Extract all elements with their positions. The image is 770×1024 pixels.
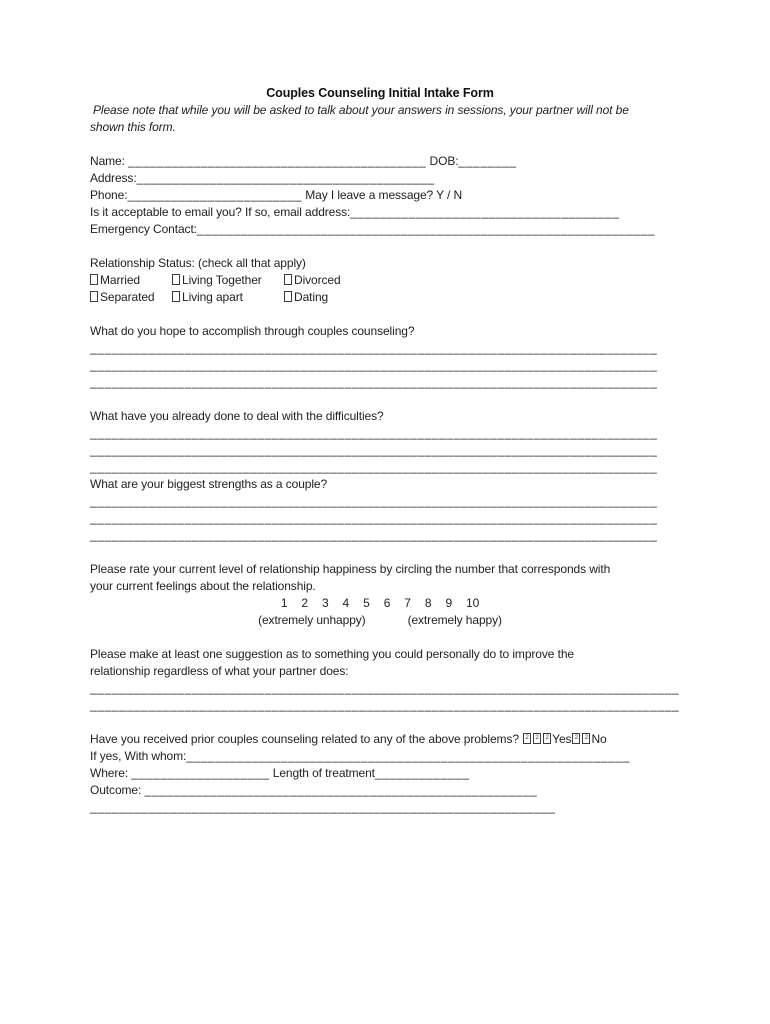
- answer-blank-line[interactable]: ______________________________________________________________________________: [90, 341, 658, 355]
- checkbox-glyph-icon: [172, 291, 180, 302]
- missing-glyph-checkbox-icon: 2: [523, 733, 531, 744]
- rating-number-3[interactable]: 3: [321, 596, 329, 610]
- checkbox-option-divorced[interactable]: [284, 272, 341, 289]
- treatment-length-label: Length of treatment: [269, 766, 375, 780]
- with-whom-label: If yes, With whom:: [90, 749, 187, 763]
- rating-number-7[interactable]: 7: [404, 596, 411, 610]
- question-already-done: What have you already done to deal with the difficulties?: [90, 409, 384, 423]
- phone-row: [90, 187, 670, 204]
- no-label: No: [591, 732, 607, 746]
- answer-blank-line[interactable]: ______________________________________________________________________________: [90, 528, 658, 542]
- where-label: Where:: [90, 766, 132, 780]
- rating-prompt-line-2: your current feelings about the relationship.: [90, 579, 316, 593]
- checkbox-option-living-apart[interactable]: [172, 289, 284, 306]
- rating-number-1[interactable]: 1: [280, 596, 288, 610]
- dob-label: DOB:: [426, 154, 459, 168]
- answer-blank-line[interactable]: ______________________________________________________________________________: [90, 460, 658, 474]
- name-label: Name:: [90, 154, 129, 168]
- emergency-contact-blank-line[interactable]: _______________________________________________________________: [196, 222, 656, 236]
- leave-message-question: May I leave a message? Y / N: [302, 188, 463, 202]
- answer-blank-line[interactable]: ______________________________________________________________________________: [90, 443, 658, 457]
- intro-note-line-1: Please note that while you will be asked to talk about your answers in sessions, your partner will not be: [93, 103, 629, 117]
- rating-number-2[interactable]: 2: [301, 596, 308, 610]
- email-blank-line[interactable]: _____________________________________: [350, 205, 620, 219]
- checkbox-glyph-icon: [284, 274, 292, 285]
- address-blank-line[interactable]: _________________________________________: [136, 171, 435, 185]
- blank-line: [90, 391, 670, 408]
- address-row: [90, 170, 670, 187]
- outcome-label: Outcome:: [90, 783, 145, 797]
- email-question-label: Is it acceptable to email you? If so, email address:: [90, 205, 351, 219]
- prior-counseling-question: Have you received prior couples counseling related to any of the above problems?: [90, 732, 523, 746]
- emergency-contact-label: Emergency Contact:: [90, 222, 197, 236]
- yes-option[interactable]: [522, 732, 571, 746]
- address-label: Address:: [90, 171, 137, 185]
- answer-blank-line[interactable]: ______________________________________________________________________________: [90, 375, 658, 389]
- checkbox-option-living-together[interactable]: [172, 272, 284, 289]
- phone-label: Phone:: [90, 188, 128, 202]
- question-accomplish: What do you hope to accomplish through couples counseling?: [90, 324, 415, 338]
- yes-label: Yes: [552, 732, 572, 746]
- outcome-row: [90, 782, 670, 799]
- option-label: Living Together: [182, 273, 262, 287]
- missing-glyph-checkbox-icon: 2: [533, 733, 541, 744]
- treatment-blank-line[interactable]: _____________: [374, 766, 470, 780]
- relationship-status-heading: Relationship Status: (check all that apply): [90, 256, 306, 270]
- answer-blank-line[interactable]: ______________________________________________________________________________: [90, 494, 658, 508]
- emergency-contact-row: [90, 221, 670, 238]
- missing-glyph-checkbox-icon: 2: [543, 733, 551, 744]
- outcome-blank-line[interactable]: ______________________________________________________: [144, 783, 538, 797]
- checkbox-glyph-icon: [90, 291, 98, 302]
- missing-glyph-checkbox-icon: 2: [582, 733, 590, 744]
- missing-glyph-checkbox-icon: 2: [572, 733, 580, 744]
- answer-blank-line[interactable]: ________________________________________________________________: [90, 800, 556, 814]
- blank-line: [90, 544, 670, 561]
- question-strengths: What are your biggest strengths as a couple?: [90, 477, 328, 491]
- where-blank-line[interactable]: ___________________: [131, 766, 270, 780]
- suggestion-prompt-line-2: relationship regardless of what your partner does:: [90, 664, 349, 678]
- rating-number-10[interactable]: 10: [466, 596, 480, 610]
- no-option[interactable]: [571, 732, 606, 746]
- option-label: Married: [100, 273, 140, 287]
- rating-prompt-line-1: Please rate your current level of relationship happiness by circling the number that corresponds with: [90, 562, 611, 576]
- blank-line: [90, 714, 670, 731]
- checkbox-glyph-icon: [172, 274, 180, 285]
- rating-number-6[interactable]: 6: [383, 596, 391, 610]
- option-label: Dating: [294, 290, 329, 304]
- blank-line: [90, 238, 670, 255]
- answer-blank-line[interactable]: _________________________________________________________________________________: [90, 698, 680, 712]
- option-label: Separated: [100, 290, 155, 304]
- intro-note-line-2: shown this form.: [90, 120, 176, 134]
- name-blank-line[interactable]: _________________________________________: [128, 154, 427, 168]
- answer-blank-line[interactable]: ______________________________________________________________________________: [90, 511, 658, 525]
- name-dob-row: [90, 153, 670, 170]
- rating-number-8[interactable]: 8: [424, 596, 432, 610]
- rating-anchor-labels-row: [90, 612, 670, 629]
- rating-scale-row: [90, 595, 670, 612]
- status-options-row-2: [90, 289, 670, 306]
- blank-line: [90, 629, 670, 646]
- option-label: Living apart: [182, 290, 243, 304]
- prior-counseling-question-row: [90, 731, 670, 748]
- email-row: [90, 204, 670, 221]
- answer-blank-line[interactable]: ______________________________________________________________________________: [90, 358, 658, 372]
- option-label: Divorced: [294, 273, 341, 287]
- with-whom-blank-line[interactable]: _____________________________________________________________: [186, 749, 630, 763]
- blank-line: [90, 306, 670, 323]
- checkbox-glyph-icon: [284, 291, 292, 302]
- rating-high-label: (extremely happy): [407, 613, 502, 627]
- checkbox-option-dating[interactable]: [284, 289, 328, 306]
- rating-low-label: (extremely unhappy): [258, 613, 366, 627]
- rating-number-4[interactable]: 4: [342, 596, 350, 610]
- answer-blank-line[interactable]: ______________________________________________________________________________: [90, 426, 658, 440]
- rating-number-9[interactable]: 9: [445, 596, 453, 610]
- rating-number-5[interactable]: 5: [363, 596, 370, 610]
- checkbox-option-married[interactable]: [90, 272, 172, 289]
- status-options-row-1: [90, 272, 670, 289]
- answer-blank-line[interactable]: _________________________________________________________________________________: [90, 681, 680, 695]
- with-whom-row: [90, 748, 670, 765]
- where-treatment-row: [90, 765, 670, 782]
- suggestion-prompt-line-1: Please make at least one suggestion as to something you could personally do to improve the: [90, 647, 574, 661]
- checkbox-glyph-icon: [90, 274, 98, 285]
- checkbox-option-separated[interactable]: [90, 289, 172, 306]
- phone-blank-line[interactable]: ________________________: [127, 188, 303, 202]
- blank-line: [90, 136, 670, 153]
- form-title: Couples Counseling Initial Intake Form: [266, 86, 494, 100]
- dob-blank-line[interactable]: ________: [458, 154, 517, 168]
